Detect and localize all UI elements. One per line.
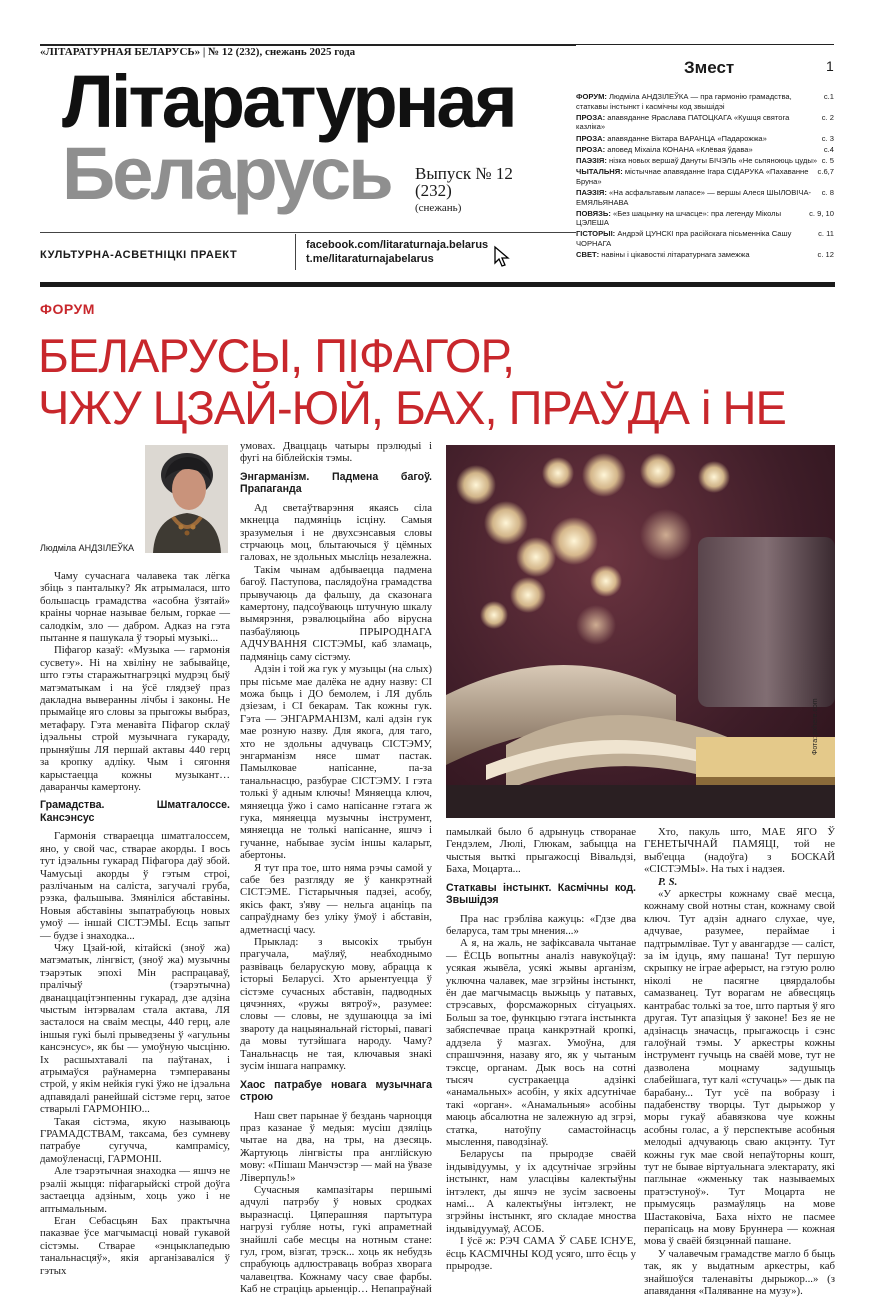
telegram-link[interactable]: t.me/litaraturnajabelarus	[306, 253, 434, 265]
toc-item-title: апавяданне Віктара ВАРАНЦА «Падарожжа»	[605, 133, 767, 143]
masthead-title-line2: Беларусь	[62, 132, 391, 215]
toc-title: Змест	[684, 58, 735, 77]
toc-item-section: ЧЫТАЛЬНЯ:	[576, 167, 623, 177]
postscript-label: P. S.	[658, 875, 678, 888]
issue-number: Выпуск № 12 (232)	[415, 164, 513, 200]
toc-item[interactable]	[576, 92, 834, 111]
article-column-3	[446, 826, 636, 1272]
paragraph: Ад светаўтварэння якаясь сіла мкнецца падмяніць ісціну. Самыя зразумелыя і не двухсэнсавыя словы стрчаюць моц, блытаючыся ў цёмных галовах, не здольных мысліць незалежна.	[240, 501, 432, 564]
paragraph: І ўсё ж: РЭЧ САМА Ў САБЕ ІСНУЕ, ёсць КАСМІЧНЫ КОД усяго, што ёсць у прыродзе.	[446, 1235, 636, 1272]
paragraph: Такая сістэма, якую называюць ГРАМАДСТВАМ, таксама, без сумневу патрабуе сугучча, кампрамісу, дамоўленасці, ГАРМОНІІ.	[40, 1115, 230, 1165]
article-photo	[446, 445, 835, 818]
toc-item-title: «Без шацынку на шчасце»: пра легенду Міколы ЦЭЛЕША	[576, 208, 782, 228]
paragraph: У чалавечым грамадстве магло б быць так, як у выдатным аркестры, каб знайшоўся таленавіты дырыжор...» (з апавядання «Паляванне на музу»).	[644, 1247, 835, 1297]
toc-item[interactable]	[576, 156, 834, 166]
paragraph: Беларусы па прыродзе сваёй індывідуумы, у іх адсутнічае згрэйны інстынкт, нам уласцівы калектыўны інтэлект, ды яшчэ не зусім засвоены намі... А калектыўны інтэлект, не згрэйны інстынкт, яго складае мноства індывідуумаў, АСОБ.	[446, 1148, 636, 1235]
toc-item-section: ПАЭЗІЯ:	[576, 155, 607, 165]
toc-item-page: с. 2	[821, 112, 834, 122]
toc-item-page: с. 5	[821, 155, 834, 165]
article-rubric: ФОРУМ	[40, 301, 95, 317]
toc-item-section: ФОРУМ:	[576, 92, 607, 101]
section-heading: Энгарманізм. Падмена багоў. Прапаганда	[240, 470, 432, 496]
toc-top-rule	[576, 44, 834, 45]
toc-item-page: с. 9, 10	[809, 208, 834, 218]
toc-item-title: апавяданне Яраслава ПАТОЦКАГА «Кушця святога казліка»	[576, 112, 790, 132]
toc-item-title: навіны і цікавосткі літаратурнага замежжа	[599, 250, 750, 260]
paragraph: Такім чынам адбываецца падмена багоў. Паступова, паслядоўна грамадства прывучаюць да фальшу, да сказонага камертону, падсоўваюць штучную шкалу вымярэння, рэвалюцыйна або вірусна пазбаўляюць ПРЫРОДНАГА АДЧУВАННЯ СІСТЭМЫ, каб зламаць, падмяніць саму сістэму.	[240, 563, 432, 663]
toc-item[interactable]	[576, 188, 834, 207]
toc-item[interactable]	[576, 250, 834, 260]
facebook-link[interactable]: facebook.com/litaraturnaja.belarus	[306, 239, 489, 251]
article-column-1	[40, 570, 230, 1277]
page-number: 1	[826, 58, 834, 74]
paragraph: Але тэарэтычная знаходка — яшчэ не рэаліі жыцця: піфагарыйскі строй доўга застаецца адзіным, хоць ужо і не аптымальным.	[40, 1165, 230, 1215]
paragraph: Піфагор казаў: «Музыка — гармонія сусвету». Ні на хвіліну не забывайце, што гэты старажытнагрэцкі мудрэц быў матэматыкам і на ўсё глядзеў праз дакладна выверанны лічбы і законы. Не прымайце яго словы за прыгожы выбраз, метафару. Гэта менавіта Піфагор склаў ідэальны строй музычнага гукараду, прыняўшы ЛЯ першай актавы 440 герц за кропку адліку. Чым і сягоння карыстаецца кожны музыкант… даваранчы камертону.	[40, 644, 230, 793]
toc-item-section: ПРОЗА:	[576, 144, 606, 154]
masthead-top-line: «ЛІТАРАТУРНАЯ БЕЛАРУСЬ» | № 12 (232), снежань 2025 года	[40, 46, 356, 58]
table-of-contents	[576, 92, 834, 261]
toc-item[interactable]	[576, 134, 834, 144]
toc-item[interactable]	[576, 229, 834, 248]
toc-item-title: «На асфальтавым лапасе» — вершы Алеся ШЫЛОВІЧА-ЕМЯЛЬЯНАВА	[576, 187, 812, 207]
toc-item[interactable]	[576, 145, 834, 155]
section-rule	[40, 282, 835, 287]
paragraph: Чаму сучаснага чалавека так лёгка збіць з панталыку? Як атрымалася, што большасць грамадства «асобна ўзятай» краіны чорнае называе белым, горкае — салодкім, зло — дабром. Адказ на гэта пытанне я пашукала ў тэорыі музыкі...	[40, 570, 230, 645]
paragraph: Адзін і той жа гук у музыцы (на слых) пры пісьме мае далёка не адну назву: СІ можа быць і ДО бемолем, і ЛЯ дубль дзіезам, і СІ бекарам. Так кожны гук. Гэта — ЭНГАРМАНІЗМ, калі адзін гук мае розную назву. Для якога, для таго, хто не здольны адчуваць СІСТЭМУ, энгарманізм нясе шмат пастак. Памылковае напісанне, па-за танальнасцю, разбурае СІСТЭМУ. І гэта толькі ў адным ключы! Мяняецца ключ, мяняецца ўжо і само напісанне гэтага ж гука, мяняецца музычны інструмент, мяняецца не толькі напісанне, яшчэ і гучанне, набывае зусім іншы каларыт, абертоны.	[240, 663, 432, 862]
toc-item-page: с. 8	[821, 187, 834, 197]
masthead-bottom-rule	[40, 232, 576, 233]
toc-item-title: містычнае апавяданне Ігара СІДАРУКА «Пахаванне Бруна»	[576, 167, 809, 186]
toc-item-page: с. 3	[821, 133, 834, 143]
paragraph: Сучасныя кампазітары першымі адчулі патрэбу ў новых сродках выразнасці. Цяперашняя партытура нагрузі губляе ноты, гукі апраметнай знайшлі сабе месцы на нотным стане: гул, гром, візгат, трэск... хоць як небудзь спрабуюць адлюстраваць вобраз хворага чалавецтва. Кожнаму часу свае фарбы. Каб не страціць арыенцір… Непапраўнай	[240, 1183, 432, 1296]
toc-item-section: СВЕТ:	[576, 250, 600, 260]
section-heading: Грамадства. Шматгалоссе. Кансэнсус	[40, 799, 230, 824]
masthead-divider	[295, 234, 296, 270]
paragraph: Чжу Цзай-юй, кітайскі (зноў жа) матэматык, лінгвіст, (зноў жа) музычны тэарэтык эпохі Мін распрацаваў, пралічыў (тэарэтычна) дванаццацітэнпенны гукарад, дзе адзіна чыстым інтэрвалам стала актава, ЛЯ засталося на сваім месцы, 440 герц, але іншыя гукі былі прыведзены ў «агульны кансэнсус», як бы — умоўную чысціню. Іх расшыхтавалі па паўтанах, і атрымаўся раўнамерна тэмпераваны строй, у якім нейкія гукі ўжо не ідэальна адпавядалі ранейшай сістэме герц, затое стварылі ГАРМОНІЮ...	[40, 941, 230, 1116]
mouse-cursor-icon	[494, 246, 510, 273]
paragraph: Хто, пакуль што, МАЕ ЯГО Ў ГЕНЕТЫЧНАЙ ПАМЯЦІ, той не выб'ецца (надоўга) з БОСКАЙ «СІСТЭМЫ». На тых і надзея.	[644, 826, 835, 876]
paragraph: «У аркестры кожнаму сваё месца, кожнаму свой нотны стан, кожнаму свой ключ. Тут адзін аднаго слухае, чуе, адчувае, разумее, пераймае і падтрымлівае. Тут у авангардзе — саліст, за ім ідуць, яму пашана! Тут першую скрыпку не іграе аферыст, на гэтую ролю ніколі не пасягне цвярдалобы самазванец. Тут ворагам не абвесцяць кантрабас толькі за тое, што партыя ў яго другая. Тут апазіцыя ў законе! Без яе не адзінасць значасць, прыгажосць і сэнс галоўнай тэмы. У аркестры кожны інструмент гучыць на сваёй мове, тут не дазволена моцнаму задушыць слабейшага, тут калі «стучаць» — дык па барабану... Тут усё па вобразу і падабенству творцы. Тут дырыжор у моры гукаў абавязкова чуе кожны асобны голас, а ў перспектыве асобныя мелодыі адчуваюць сваю акцэнту. Тут кожны гук мае свой непаўторны кошт, тут не бывае віртуальнага электарату, які паглынае «жменьку так называемых пратэстуноў». Тут Моцарта не прымусяць размаўляць на мове Шастаковіча, Баха ніхто не пасмее перапісаць на мову Бруннера — кожная мова ў сваёй бязцэннай пашане.	[644, 888, 836, 1248]
section-heading: Статкавы інстынкт. Касмічны код. Звышідэя	[446, 881, 636, 907]
toc-item[interactable]	[576, 167, 834, 186]
toc-item-page: с. 11	[818, 229, 834, 239]
author-photo	[145, 445, 228, 553]
toc-item-page: с.6,7	[817, 167, 834, 177]
paragraph: умовах. Дваццаць чатыры прэлюдыі і фугі на біблейскія тэмы.	[240, 440, 432, 465]
toc-item-section: ГІСТОРЫІ:	[576, 229, 616, 239]
toc-item-title: аповед Міхаіла КОНАНА «Клёвая ўдава»	[605, 144, 753, 154]
photo-credit: Фота: pxhere.com	[812, 698, 819, 755]
toc-item-title: Людміла АНДЗІЛЕЎКА — пра гармонію грамадства, статкавы інстынкт і касмічны код звышідэі	[576, 92, 792, 111]
paragraph: Я тут пра тое, што няма рэчы самой у сабе без разгляду яе ў канкрэтнай СІСТЭМЕ. Гістарычныя падзеі, асобу, якісь факт, з'яву — нельга ацаніць па сапраўднаму без уліку ўмоў і абставін, адметнасці часу.	[240, 861, 432, 936]
toc-item-section: ПРОЗА:	[576, 133, 606, 143]
article-column-2	[240, 440, 432, 1296]
paragraph: Еган Себасцьян Бах практычна паказвае ўсе магчымасці новай гукавой сістэмы. Стварае «энцыклапедыю танальнасцяў», якія арганізаваліся ў гэтых	[40, 1214, 230, 1277]
toc-item-section: ПОВЯЗЬ:	[576, 208, 611, 218]
toc-item-section: ПРОЗА:	[576, 112, 606, 122]
toc-item-page: с.1	[823, 92, 834, 101]
author-name: Людміла АНДЗІЛЕЎКА	[40, 543, 135, 553]
section-heading: Хаос патрабуе новага музычнага строю	[240, 1078, 432, 1103]
toc-item-title: Андрэй ЦУНСКІ пра расійскага пісьменніка Сашу ЧОРНАГА	[576, 229, 792, 249]
paragraph: Прыклад: з высокіх трыбун прагучала, маўляў, неабходнымо развіваць беларускую мову, абрацца к історыі Беларусі. Хто арыентуецца ў сістэме сучасных абставін, падводных цячэннях, «ружы вятроў», разумее: словы — словы, не здушаюцца за імі звароту да нацыянальнай гісторыі, павагі да мовы тутэйшага народу. Чаму? Танальнасць не тая, ключавыя знакі зусім іншага напрамку.	[240, 936, 432, 1073]
toc-item[interactable]	[576, 209, 834, 228]
paragraph: Наш свет парынае ў бездань чарноцця праз казанае ў медыя: мусіш дзяліць чытае на два, на тры, на дзесяць. Жартуюць лінгвісты пра англійскую мову: «Пішаш Манчэстэр — май на ўвазе Ліверпуль!»	[240, 1109, 432, 1184]
paragraph: Гармонія ствараецца шматгалоссем, яно, у свой час, стварае акорды. І вось тут ідэальны гукарад Піфагора даў збой. Чамусьці акорды ў гэтым строі, разлічаным на саліста, загучалі груба, рэзка, фальшыва. Змяніліся абставіны. Новыя абставіны зыпатрабуюць новых умоў — іншай СІСТЭМЫ. Есць запыт — будзе і знаходка...	[40, 830, 230, 942]
article-headline: БЕЛАРУСЫ, ПІФАГОР, ЧЖУ ЦЗАЙ-ЮЙ, БАХ, ПРАЎДА і НЕ	[38, 329, 786, 434]
masthead-title-line1: Літаратурная	[62, 60, 515, 143]
paragraph: А я, на жаль, не зафіксавала чытанае — ЁСЦЬ вопытны аналіз навукоўцаў: усякая жывёла, усякі жывы арганізм, уключна чалавек, мае згрэйны інстынкт, ён дае магчымасць выжыць у патавых, стрэсавых, форсмажорных сітуацыях. Больш за тое, функцыю гэтага інстынкта забяспечвае праца канкрэтнай кропкі, аддзела ў мазгах. Умоўна, для спрашчэння, назаву яго, як у чытаным тэксце, органам. Дык вось на сотні тысяч сустракаецца адзінкі «анамальных» асобін, у якіх адсутнічае такі «орган». «Анамальныя» асобіны маюць абсалютна не залежную ад згрэі, статка, натоўпу самастойнасць мыслення, паводзінаў.	[446, 937, 636, 1148]
issue-month: (снежань)	[415, 202, 462, 214]
social-links	[306, 238, 488, 266]
paragraph: памылкай было б адрынуць створанае Гендэлем, Люлі, Глюкам, забыцца на чыстыя выткі прыгажосці Вівальдзі, Баха, Моцарта...	[446, 826, 636, 876]
toc-item[interactable]	[576, 113, 834, 132]
project-label: КУЛЬТУРНА-АСВЕТНІЦКІ ПРАЕКТ	[40, 249, 238, 261]
toc-item-page: с. 12	[817, 250, 834, 260]
toc-item-section: ПАЭЗІЯ:	[576, 187, 607, 197]
toc-item-page: с.4	[823, 144, 834, 154]
toc-item-title: нізка новых вершаў Дануты БІЧЭЛЬ «Не сьпяноюць цуды»	[606, 155, 818, 165]
paragraph: Пра нас грэбліва кажуць: «Гдзе два беларуса, там тры мнения...»	[446, 912, 636, 938]
article-column-4	[644, 826, 835, 1297]
